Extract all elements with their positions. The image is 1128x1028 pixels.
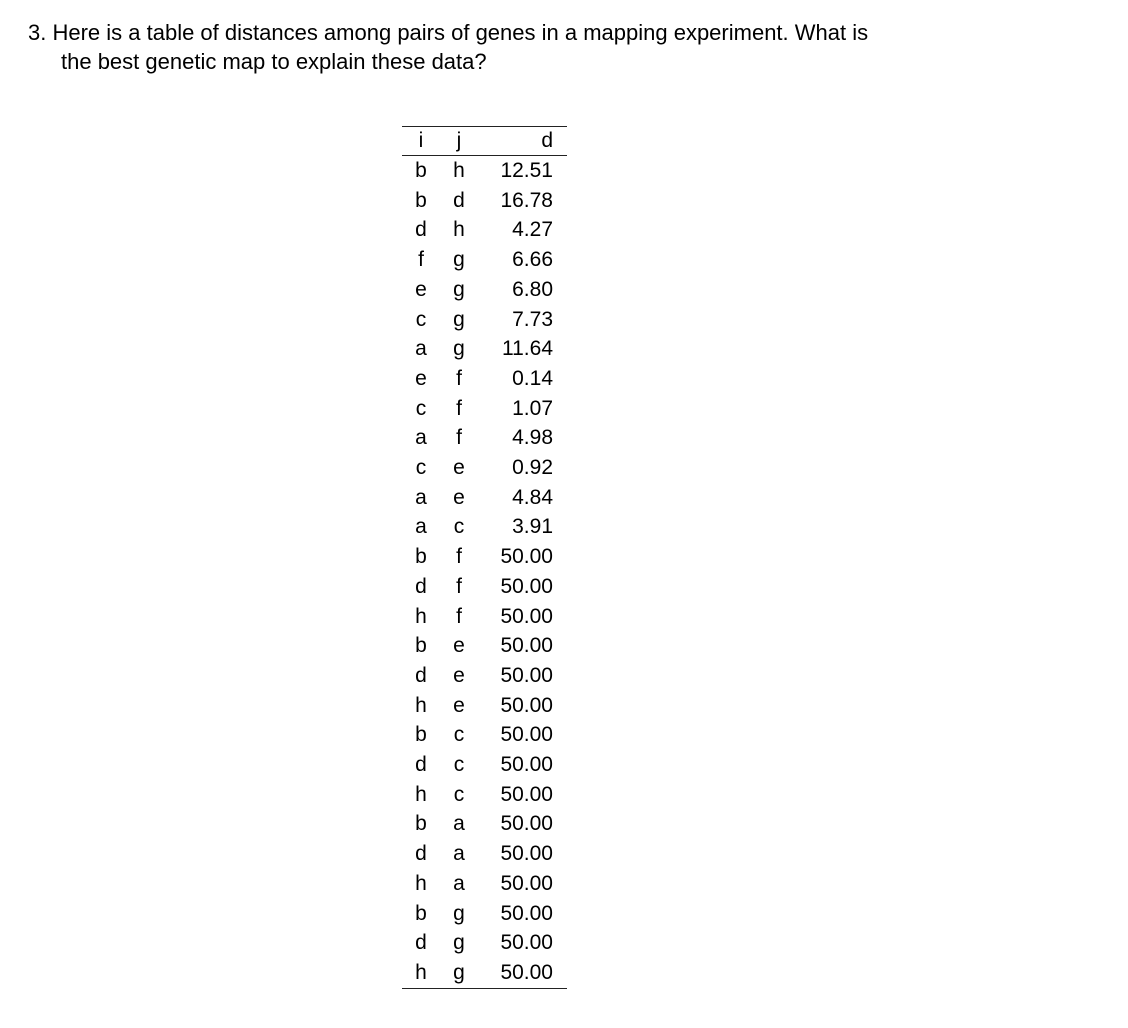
gene-j-cell: e [453, 663, 465, 687]
table-row [402, 394, 567, 424]
gene-i-cell: b [415, 188, 427, 212]
gene-j-cell: g [453, 307, 465, 331]
gene-j-cell: g [453, 901, 465, 925]
gene-i-cell: h [415, 693, 427, 717]
distance-cell: 4.98 [512, 426, 553, 450]
table-row [402, 631, 567, 661]
table-row [402, 839, 567, 869]
table-row [402, 572, 567, 602]
gene-i-cell: a [415, 426, 427, 450]
gene-i-cell: d [415, 663, 427, 687]
gene-i-cell: b [415, 812, 427, 836]
gene-i-cell: h [415, 960, 427, 984]
distance-cell: 50.00 [500, 901, 553, 925]
gene-i-cell: d [415, 574, 427, 598]
gene-j-cell: e [453, 485, 465, 509]
table-row [402, 691, 567, 721]
gene-i-cell: h [415, 604, 427, 628]
gene-i-cell: a [415, 337, 427, 361]
gene-i-cell: a [415, 515, 427, 539]
gene-j-cell: g [453, 931, 465, 955]
table-row [402, 245, 567, 275]
gene-i-cell: f [418, 248, 424, 272]
table-row [402, 899, 567, 929]
table-row [402, 958, 567, 988]
distance-cell: 11.64 [502, 337, 553, 361]
distance-cell: 4.27 [512, 218, 553, 242]
gene-j-cell: e [453, 634, 465, 658]
table-row [402, 809, 567, 839]
gene-j-cell: c [453, 782, 465, 806]
distance-table [402, 126, 567, 989]
gene-i-cell: b [415, 634, 427, 658]
table-row [402, 215, 567, 245]
gene-j-cell: f [456, 396, 462, 420]
table-row [402, 453, 567, 483]
header-j: j [440, 127, 478, 156]
gene-i-cell: c [415, 307, 427, 331]
gene-i-cell: e [415, 366, 427, 390]
distance-cell: 50.00 [500, 812, 553, 836]
gene-i-cell: c [415, 396, 427, 420]
header-d: d [478, 127, 567, 156]
distance-cell: 1.07 [512, 396, 553, 420]
table-row [402, 334, 567, 364]
distance-cell: 4.84 [512, 485, 553, 509]
table-row [402, 483, 567, 513]
distance-cell: 50.00 [500, 842, 553, 866]
gene-j-cell: f [456, 545, 462, 569]
gene-j-cell: e [453, 456, 465, 480]
question-line-1: 3. Here is a table of distances among pairs of genes in a mapping experiment. What is [28, 20, 869, 45]
distance-cell: 50.00 [500, 693, 553, 717]
gene-i-cell: c [415, 456, 427, 480]
distance-cell: 12.51 [500, 159, 553, 182]
gene-j-cell: c [453, 515, 465, 539]
table-row [402, 720, 567, 750]
gene-j-cell: e [453, 693, 465, 717]
header-i: i [402, 127, 440, 156]
gene-j-cell: h [453, 159, 465, 182]
table-row [402, 869, 567, 899]
distance-cell: 50.00 [500, 574, 553, 598]
question-line-2: the best genetic map to explain these data? [61, 49, 487, 74]
table-row [402, 186, 567, 216]
gene-i-cell: h [415, 871, 427, 895]
distance-cell: 0.14 [512, 366, 553, 390]
gene-i-cell: d [415, 753, 427, 777]
distance-table-container [402, 126, 567, 989]
table-row [402, 780, 567, 810]
gene-i-cell: e [415, 277, 427, 301]
table-row [402, 423, 567, 453]
gene-j-cell: g [453, 277, 465, 301]
gene-j-cell: f [456, 426, 462, 450]
table-row [402, 750, 567, 780]
gene-j-cell: g [453, 248, 465, 272]
table-row [402, 928, 567, 958]
distance-cell: 50.00 [500, 634, 553, 658]
header-row [402, 127, 567, 156]
gene-j-cell: c [453, 753, 465, 777]
distance-cell: 3.91 [512, 515, 553, 539]
table-row [402, 305, 567, 335]
table-row [402, 275, 567, 305]
table-row [402, 512, 567, 542]
distance-cell: 6.66 [512, 248, 553, 272]
gene-j-cell: g [453, 960, 465, 984]
gene-i-cell: h [415, 782, 427, 806]
distance-cell: 6.80 [512, 277, 553, 301]
distance-cell: 0.92 [512, 456, 553, 480]
gene-i-cell: b [415, 723, 427, 747]
gene-j-cell: a [453, 842, 465, 866]
distance-cell: 50.00 [500, 871, 553, 895]
distance-cell: 50.00 [500, 782, 553, 806]
distance-cell: 50.00 [500, 663, 553, 687]
gene-j-cell: d [453, 188, 465, 212]
question-text [28, 18, 1108, 76]
gene-j-cell: a [453, 871, 465, 895]
table-header [402, 127, 567, 156]
table-row [402, 661, 567, 691]
gene-j-cell: g [453, 337, 465, 361]
distance-cell: 50.00 [500, 960, 553, 984]
distance-cell: 50.00 [500, 753, 553, 777]
gene-i-cell: a [415, 485, 427, 509]
distance-cell: 7.73 [512, 307, 553, 331]
distance-cell: 50.00 [500, 723, 553, 747]
gene-i-cell: d [415, 842, 427, 866]
distance-cell: 16.78 [500, 188, 553, 212]
table-row [402, 602, 567, 632]
gene-j-cell: h [453, 218, 465, 242]
gene-i-cell: d [415, 931, 427, 955]
gene-j-cell: f [456, 366, 462, 390]
gene-i-cell: b [415, 545, 427, 569]
gene-j-cell: f [456, 604, 462, 628]
gene-i-cell: b [415, 901, 427, 925]
distance-cell: 50.00 [500, 604, 553, 628]
distance-cell: 50.00 [500, 931, 553, 955]
gene-i-cell: d [415, 218, 427, 242]
table-row [402, 156, 567, 186]
table-row [402, 364, 567, 394]
gene-j-cell: a [453, 812, 465, 836]
distance-cell: 50.00 [500, 545, 553, 569]
table-body [402, 156, 567, 989]
gene-j-cell: f [456, 574, 462, 598]
gene-i-cell: b [415, 159, 427, 182]
table-row [402, 542, 567, 572]
gene-j-cell: c [453, 723, 465, 747]
